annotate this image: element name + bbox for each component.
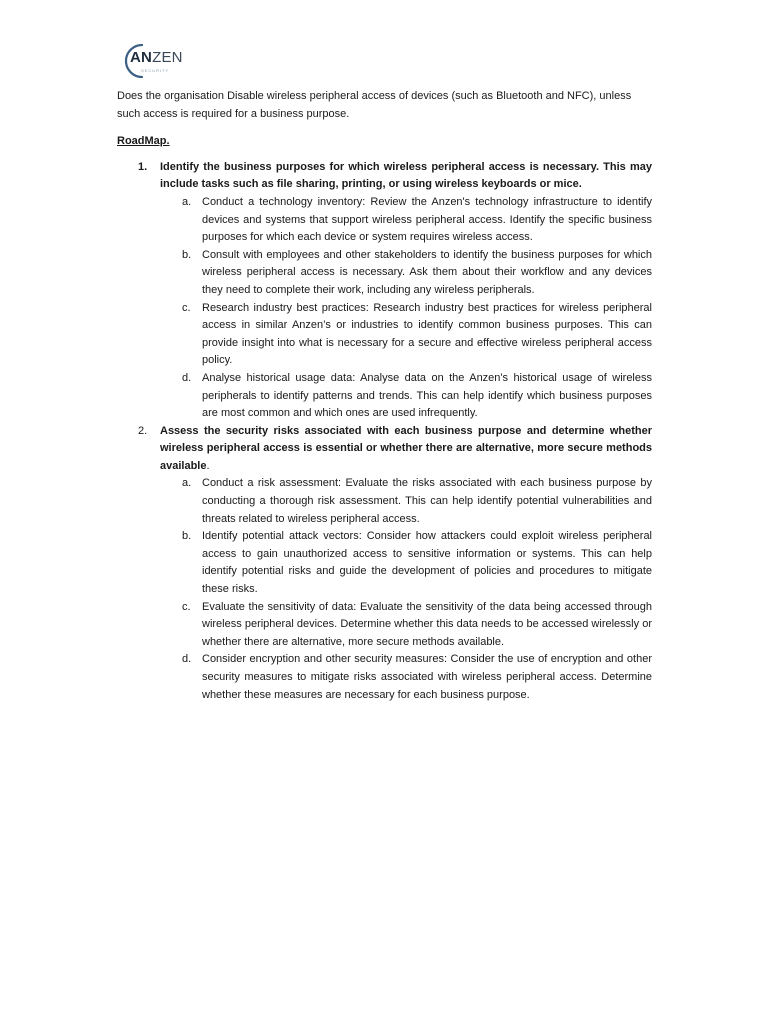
step-title <box>160 423 652 476</box>
substep-text: Analyse historical usage data: Analyse data on the Anzen's historical usage of wireless peripherals to identify patterns and trends. This can help identify which business purposes are most common and which ones are used infrequently. <box>202 371 652 420</box>
substep-item <box>160 370 652 423</box>
substep-item <box>160 528 652 598</box>
roadmap-step <box>117 159 652 423</box>
substep-letter: c. <box>182 600 191 613</box>
substep-letter: a. <box>182 195 192 208</box>
anzen-logo <box>120 42 200 80</box>
substep-text: Conduct a technology inventory: Review the Anzen's technology infrastructure to identify devices and systems that support wireless peripheral access. Identify the specific business purposes for which each device or system requires wireless access. <box>202 195 652 244</box>
roadmap-step <box>117 423 652 705</box>
logo-tagline: SECURITY <box>141 68 170 73</box>
substep-item <box>160 300 652 370</box>
step-title-text: Identify the business purposes for which wireless peripheral access is necessary. This may include tasks such as file sharing, printing, or using wireless keyboards or mice. <box>160 160 652 191</box>
substep-letter: a. <box>182 477 192 490</box>
substep-text: Research industry best practices: Research industry best practices for wireless peripheral access in similar Anzen’s or industries to identify common business purposes. This can provide insight into what is necessary for a secure and effective wireless peripheral access policy. <box>202 301 652 367</box>
substep-text: Evaluate the sensitivity of data: Evaluate the sensitivity of the data being accessed through wireless peripheral devices. Determine whether this data needs to be accessed wirelessly or whether there are alternative, more secure methods available. <box>202 600 652 648</box>
substep-letter: d. <box>182 653 192 666</box>
logo-brand-an: AN <box>130 49 153 66</box>
step-title-suffix: . <box>206 459 210 472</box>
step-substeps <box>160 194 652 423</box>
logo-wordmark <box>130 49 183 66</box>
step-title <box>160 159 652 194</box>
document-body <box>117 88 652 704</box>
substep-letter: b. <box>182 248 192 261</box>
step-number: 1. <box>138 160 148 173</box>
substep-letter: d. <box>182 371 192 384</box>
roadmap-list <box>117 159 652 704</box>
roadmap-heading: RoadMap. <box>117 135 170 148</box>
substep-item <box>160 247 652 300</box>
substep-letter: c. <box>182 301 191 314</box>
step-title-text: Assess the security risks associated with each business purpose and determine whether wireless peripheral access is essential or whether there are alternative, more secure methods available <box>160 424 652 472</box>
step-substeps <box>160 475 652 704</box>
intro-paragraph: Does the organisation Disable wireless peripheral access of devices (such as Bluetooth and NFC), unless such access is required for a business purpose. <box>117 90 632 120</box>
step-number: 2. <box>138 424 148 437</box>
substep-item <box>160 599 652 652</box>
substep-letter: b. <box>182 530 192 543</box>
substep-item <box>160 651 652 704</box>
substep-text: Conduct a risk assessment: Evaluate the risks associated with each business purpose by conducting a thorough risk assessment. This can help identify potential vulnerabilities and threats related to wireless peripheral access. <box>202 477 652 525</box>
substep-text: Identify potential attack vectors: Consider how attackers could exploit wireless peripheral access to gain unauthorized access to sensitive information or systems. This can help identify potential risks and guide the development of policies and procedures to mitigate these risks. <box>202 530 652 596</box>
substep-text: Consult with employees and other stakeholders to identify the business purposes for which wireless peripheral access is necessary. Ask them about their workflow and any devices they need to complete their work, including any wireless peripherals. <box>202 248 652 296</box>
logo-brand-zen: ZEN <box>152 49 183 66</box>
substep-text: Consider encryption and other security measures: Consider the use of encryption and other security measures to mitigate risks associated with wireless peripheral access. Determine whether these measures are necessary for each business purpose. <box>202 653 652 701</box>
substep-item <box>160 475 652 528</box>
substep-item <box>160 194 652 247</box>
